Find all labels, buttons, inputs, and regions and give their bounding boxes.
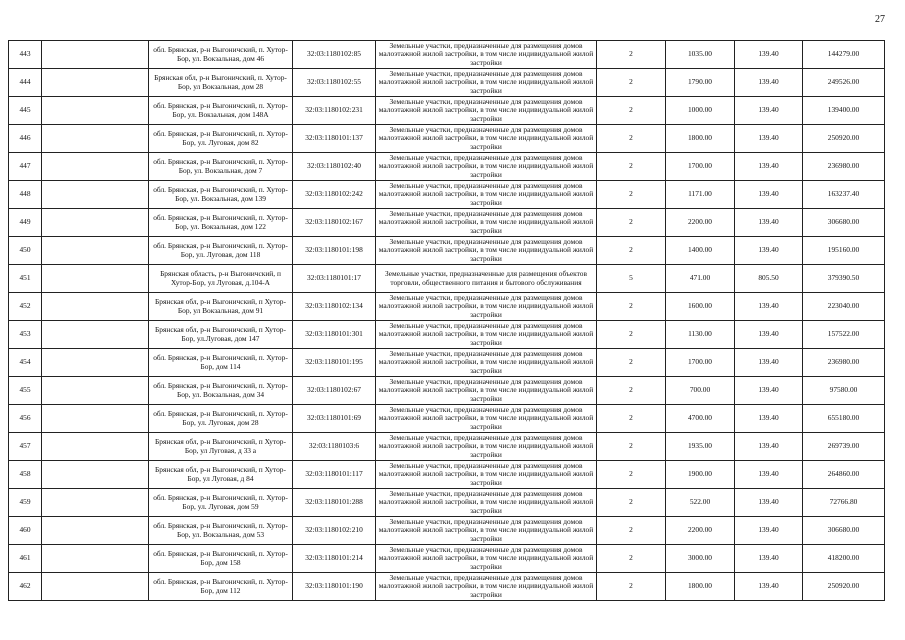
land-use-cell: Земельные участки, предназначенные для размещения домов малоэтажной жилой застройки, в том числе индивидуальной жилой застройки	[376, 405, 597, 433]
address-cell: обл. Брянская, р-н Выгоничский, п. Хутор-Бор, ул. Вокзальная, дом 46	[149, 41, 293, 69]
cadastral-number-cell: 32:03:1180101:117	[293, 461, 376, 489]
cadastral-value-cell: 306680.00	[803, 517, 885, 545]
table-row	[9, 293, 885, 321]
row-number-cell: 444	[9, 69, 42, 97]
specific-value-cell: 139.40	[735, 125, 803, 153]
land-use-cell: Земельные участки, предназначенные для размещения домов малоэтажной жилой застройки, в том числе индивидуальной жилой застройки	[376, 517, 597, 545]
cadastral-number-cell: 32:03:1180101:190	[293, 573, 376, 601]
land-use-cell: Земельные участки, предназначенные для размещения домов малоэтажной жилой застройки, в том числе индивидуальной жилой застройки	[376, 209, 597, 237]
cadastral-value-cell: 97580.00	[803, 377, 885, 405]
address-cell: обл. Брянская, р-н Выгоничский, п. Хутор-Бор, дом 112	[149, 573, 293, 601]
row-number-cell: 455	[9, 377, 42, 405]
address-cell: обл. Брянская, р-н Выгоничский, п. Хутор-Бор, дом 158	[149, 545, 293, 573]
page-number: 27	[875, 14, 885, 25]
blank-cell	[42, 349, 149, 377]
land-use-cell: Земельные участки, предназначенные для размещения домов малоэтажной жилой застройки, в том числе индивидуальной жилой застройки	[376, 97, 597, 125]
cadastral-number-cell: 32:03:1180101:69	[293, 405, 376, 433]
specific-value-cell: 139.40	[735, 293, 803, 321]
blank-cell	[42, 265, 149, 293]
row-number-cell: 457	[9, 433, 42, 461]
table-row	[9, 433, 885, 461]
row-number-cell: 459	[9, 489, 42, 517]
cadastral-number-cell: 32:03:1180101:198	[293, 237, 376, 265]
blank-cell	[42, 293, 149, 321]
area-cell: 1700.00	[666, 153, 735, 181]
address-cell: обл. Брянская, р-н Выгоничский, п. Хутор-Бор, дом 114	[149, 349, 293, 377]
use-group-cell: 2	[597, 69, 666, 97]
row-number-cell: 447	[9, 153, 42, 181]
land-use-cell: Земельные участки, предназначенные для размещения домов малоэтажной жилой застройки, в том числе индивидуальной жилой застройки	[376, 153, 597, 181]
area-cell: 700.00	[666, 377, 735, 405]
blank-cell	[42, 125, 149, 153]
specific-value-cell: 139.40	[735, 573, 803, 601]
use-group-cell: 2	[597, 517, 666, 545]
use-group-cell: 2	[597, 237, 666, 265]
row-number-cell: 443	[9, 41, 42, 69]
blank-cell	[42, 69, 149, 97]
specific-value-cell: 139.40	[735, 545, 803, 573]
blank-cell	[42, 41, 149, 69]
cadastral-value-cell: 72766.80	[803, 489, 885, 517]
land-use-cell: Земельные участки, предназначенные для размещения домов малоэтажной жилой застройки, в том числе индивидуальной жилой застройки	[376, 573, 597, 601]
specific-value-cell: 139.40	[735, 461, 803, 489]
use-group-cell: 2	[597, 153, 666, 181]
address-cell: обл. Брянская, р-н Выгоничский, п. Хутор-Бор, ул. Вокзальная, дом 34	[149, 377, 293, 405]
land-use-cell: Земельные участки, предназначенные для размещения домов малоэтажной жилой застройки, в том числе индивидуальной жилой застройки	[376, 41, 597, 69]
cadastral-number-cell: 32:03:1180102:55	[293, 69, 376, 97]
address-cell: обл. Брянская, р-н Выгоничский, п. Хутор-Бор, ул. Луговая, дом 28	[149, 405, 293, 433]
table-row	[9, 209, 885, 237]
area-cell: 1700.00	[666, 349, 735, 377]
row-number-cell: 451	[9, 265, 42, 293]
cadastral-value-cell: 250920.00	[803, 125, 885, 153]
cadastral-number-cell: 32:03:1180102:85	[293, 41, 376, 69]
row-number-cell: 452	[9, 293, 42, 321]
address-cell: обл. Брянская, р-н Выгоничский, п. Хутор-Бор, ул. Вокзальная, дом 7	[149, 153, 293, 181]
area-cell: 1800.00	[666, 573, 735, 601]
land-use-cell: Земельные участки, предназначенные для размещения домов малоэтажной жилой застройки, в том числе индивидуальной жилой застройки	[376, 321, 597, 349]
land-use-cell: Земельные участки, предназначенные для размещения домов малоэтажной жилой застройки, в том числе индивидуальной жилой застройки	[376, 293, 597, 321]
cadastral-number-cell: 32:03:1180102:242	[293, 181, 376, 209]
land-use-cell: Земельные участки, предназначенные для размещения домов малоэтажной жилой застройки, в том числе индивидуальной жилой застройки	[376, 545, 597, 573]
table-row	[9, 405, 885, 433]
address-cell: Брянская область, р-н Выгоничский, п Хутор-Бор, ул Луговая, д.104-А	[149, 265, 293, 293]
cadastral-value-cell: 655180.00	[803, 405, 885, 433]
specific-value-cell: 139.40	[735, 237, 803, 265]
blank-cell	[42, 461, 149, 489]
use-group-cell: 2	[597, 433, 666, 461]
land-plot-table	[8, 40, 885, 601]
cadastral-number-cell: 32:03:1180101:301	[293, 321, 376, 349]
area-cell: 522.00	[666, 489, 735, 517]
use-group-cell: 2	[597, 125, 666, 153]
blank-cell	[42, 489, 149, 517]
area-cell: 1035.00	[666, 41, 735, 69]
cadastral-value-cell: 249526.00	[803, 69, 885, 97]
cadastral-number-cell: 32:03:1180101:137	[293, 125, 376, 153]
specific-value-cell: 139.40	[735, 153, 803, 181]
area-cell: 1935.00	[666, 433, 735, 461]
row-number-cell: 449	[9, 209, 42, 237]
cadastral-number-cell: 32:03:1180103:6	[293, 433, 376, 461]
table-body	[9, 41, 885, 601]
cadastral-value-cell: 379390.50	[803, 265, 885, 293]
blank-cell	[42, 377, 149, 405]
land-use-cell: Земельные участки, предназначенные для размещения домов малоэтажной жилой застройки, в том числе индивидуальной жилой застройки	[376, 69, 597, 97]
table-row	[9, 489, 885, 517]
row-number-cell: 453	[9, 321, 42, 349]
specific-value-cell: 139.40	[735, 349, 803, 377]
area-cell: 3000.00	[666, 545, 735, 573]
cadastral-value-cell: 236980.00	[803, 153, 885, 181]
area-cell: 1600.00	[666, 293, 735, 321]
table-row	[9, 461, 885, 489]
cadastral-value-cell: 195160.00	[803, 237, 885, 265]
cadastral-number-cell: 32:03:1180102:231	[293, 97, 376, 125]
table-row	[9, 265, 885, 293]
use-group-cell: 2	[597, 545, 666, 573]
use-group-cell: 2	[597, 573, 666, 601]
specific-value-cell: 805.50	[735, 265, 803, 293]
area-cell: 1130.00	[666, 321, 735, 349]
cadastral-number-cell: 32:03:1180101:288	[293, 489, 376, 517]
cadastral-number-cell: 32:03:1180102:134	[293, 293, 376, 321]
cadastral-value-cell: 223040.00	[803, 293, 885, 321]
address-cell: обл. Брянская, р-н Выгоничский, п. Хутор-Бор, ул. Луговая, дом 118	[149, 237, 293, 265]
table-row	[9, 573, 885, 601]
use-group-cell: 5	[597, 265, 666, 293]
land-use-cell: Земельные участки, предназначенные для размещения домов малоэтажной жилой застройки, в том числе индивидуальной жилой застройки	[376, 433, 597, 461]
use-group-cell: 2	[597, 321, 666, 349]
row-number-cell: 461	[9, 545, 42, 573]
area-cell: 1400.00	[666, 237, 735, 265]
use-group-cell: 2	[597, 405, 666, 433]
address-cell: обл. Брянская, р-н Выгоничский, п. Хутор-Бор, ул. Луговая, дом 59	[149, 489, 293, 517]
blank-cell	[42, 181, 149, 209]
specific-value-cell: 139.40	[735, 41, 803, 69]
use-group-cell: 2	[597, 209, 666, 237]
cadastral-number-cell: 32:03:1180101:195	[293, 349, 376, 377]
cadastral-value-cell: 144279.00	[803, 41, 885, 69]
area-cell: 1790.00	[666, 69, 735, 97]
blank-cell	[42, 405, 149, 433]
row-number-cell: 462	[9, 573, 42, 601]
table-row	[9, 545, 885, 573]
specific-value-cell: 139.40	[735, 181, 803, 209]
address-cell: Брянская обл, р-н Выгоничский, п. Хутор-Бор, ул Вокзальная, дом 28	[149, 69, 293, 97]
land-use-cell: Земельные участки, предназначенные для размещения домов малоэтажной жилой застройки, в том числе индивидуальной жилой застройки	[376, 461, 597, 489]
table-row	[9, 125, 885, 153]
blank-cell	[42, 321, 149, 349]
row-number-cell: 448	[9, 181, 42, 209]
specific-value-cell: 139.40	[735, 209, 803, 237]
specific-value-cell: 139.40	[735, 517, 803, 545]
table-row	[9, 377, 885, 405]
cadastral-value-cell: 163237.40	[803, 181, 885, 209]
table-row	[9, 153, 885, 181]
cadastral-number-cell: 32:03:1180101:214	[293, 545, 376, 573]
use-group-cell: 2	[597, 41, 666, 69]
use-group-cell: 2	[597, 293, 666, 321]
address-cell: Брянская обл, р-н Выгоничский, п Хутор-Бор, ул Вокзальная, дом 91	[149, 293, 293, 321]
address-cell: Брянская обл, р-н Выгоничский, п Хутор-Бор, ул Луговая, д 84	[149, 461, 293, 489]
row-number-cell: 450	[9, 237, 42, 265]
cadastral-number-cell: 32:03:1180101:17	[293, 265, 376, 293]
use-group-cell: 2	[597, 489, 666, 517]
use-group-cell: 2	[597, 377, 666, 405]
cadastral-value-cell: 139400.00	[803, 97, 885, 125]
use-group-cell: 2	[597, 349, 666, 377]
land-use-cell: Земельные участки, предназначенные для размещения объектов торговли, общественного питания и бытового обслуживания	[376, 265, 597, 293]
blank-cell	[42, 433, 149, 461]
address-cell: обл. Брянская, р-н Выгоничский, п. Хутор-Бор, ул. Вокзальная, дом 122	[149, 209, 293, 237]
area-cell: 1800.00	[666, 125, 735, 153]
specific-value-cell: 139.40	[735, 97, 803, 125]
blank-cell	[42, 237, 149, 265]
cadastral-value-cell: 264860.00	[803, 461, 885, 489]
address-cell: обл. Брянская, р-н Выгоничский, п. Хутор-Бор, ул. Вокзальная, дом 139	[149, 181, 293, 209]
use-group-cell: 2	[597, 181, 666, 209]
use-group-cell: 2	[597, 461, 666, 489]
specific-value-cell: 139.40	[735, 69, 803, 97]
area-cell: 471.00	[666, 265, 735, 293]
table-row	[9, 69, 885, 97]
table-row	[9, 41, 885, 69]
cadastral-number-cell: 32:03:1180102:67	[293, 377, 376, 405]
cadastral-number-cell: 32:03:1180102:167	[293, 209, 376, 237]
address-cell: Брянская обл, р-н Выгоничский, п Хутор-Бор, ул.Луговая, дом 147	[149, 321, 293, 349]
land-use-cell: Земельные участки, предназначенные для размещения домов малоэтажной жилой застройки, в том числе индивидуальной жилой застройки	[376, 237, 597, 265]
table-row	[9, 97, 885, 125]
specific-value-cell: 139.40	[735, 433, 803, 461]
row-number-cell: 445	[9, 97, 42, 125]
area-cell: 1000.00	[666, 97, 735, 125]
address-cell: Брянская обл, р-н Выгоничский, п Хутор-Бор, ул Луговая, д 33 а	[149, 433, 293, 461]
cadastral-value-cell: 418200.00	[803, 545, 885, 573]
blank-cell	[42, 97, 149, 125]
area-cell: 2200.00	[666, 209, 735, 237]
address-cell: обл. Брянская, р-н Выгоничский, п. Хутор-Бор, ул. Луговая, дом 82	[149, 125, 293, 153]
area-cell: 4700.00	[666, 405, 735, 433]
table-row	[9, 349, 885, 377]
row-number-cell: 456	[9, 405, 42, 433]
cadastral-value-cell: 269739.00	[803, 433, 885, 461]
blank-cell	[42, 209, 149, 237]
row-number-cell: 446	[9, 125, 42, 153]
specific-value-cell: 139.40	[735, 405, 803, 433]
specific-value-cell: 139.40	[735, 377, 803, 405]
table-row	[9, 181, 885, 209]
cadastral-number-cell: 32:03:1180102:210	[293, 517, 376, 545]
cadastral-value-cell: 306680.00	[803, 209, 885, 237]
table-row	[9, 517, 885, 545]
row-number-cell: 460	[9, 517, 42, 545]
table-row	[9, 237, 885, 265]
blank-cell	[42, 573, 149, 601]
area-cell: 1171.00	[666, 181, 735, 209]
area-cell: 1900.00	[666, 461, 735, 489]
area-cell: 2200.00	[666, 517, 735, 545]
table-row	[9, 321, 885, 349]
row-number-cell: 458	[9, 461, 42, 489]
land-use-cell: Земельные участки, предназначенные для размещения домов малоэтажной жилой застройки, в том числе индивидуальной жилой застройки	[376, 349, 597, 377]
address-cell: обл. Брянская, р-н Выгоничский, п. Хутор-Бор, ул. Вокзальная, дом 53	[149, 517, 293, 545]
use-group-cell: 2	[597, 97, 666, 125]
address-cell: обл. Брянская, р-н Выгоничский, п. Хутор-Бор, ул. Вокзальная, дом 148А	[149, 97, 293, 125]
blank-cell	[42, 153, 149, 181]
specific-value-cell: 139.40	[735, 321, 803, 349]
land-use-cell: Земельные участки, предназначенные для размещения домов малоэтажной жилой застройки, в том числе индивидуальной жилой застройки	[376, 125, 597, 153]
row-number-cell: 454	[9, 349, 42, 377]
land-use-cell: Земельные участки, предназначенные для размещения домов малоэтажной жилой застройки, в том числе индивидуальной жилой застройки	[376, 181, 597, 209]
land-use-cell: Земельные участки, предназначенные для размещения домов малоэтажной жилой застройки, в том числе индивидуальной жилой застройки	[376, 377, 597, 405]
cadastral-value-cell: 250920.00	[803, 573, 885, 601]
land-use-cell: Земельные участки, предназначенные для размещения домов малоэтажной жилой застройки, в том числе индивидуальной жилой застройки	[376, 489, 597, 517]
cadastral-value-cell: 157522.00	[803, 321, 885, 349]
cadastral-value-cell: 236980.00	[803, 349, 885, 377]
cadastral-number-cell: 32:03:1180102:40	[293, 153, 376, 181]
blank-cell	[42, 545, 149, 573]
blank-cell	[42, 517, 149, 545]
specific-value-cell: 139.40	[735, 489, 803, 517]
